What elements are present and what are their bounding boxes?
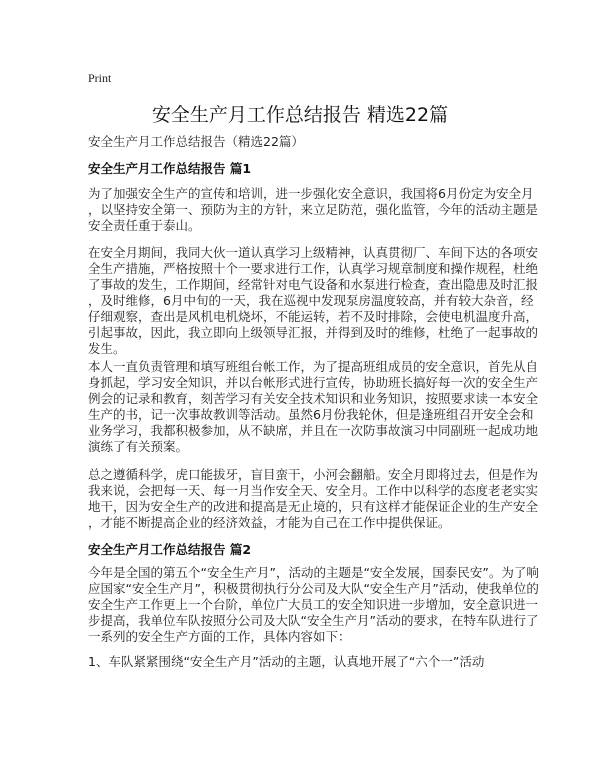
paragraph [88,245,538,357]
paragraph-line: ，以坚持安全第一、预防为主的方针，来立足防范，强化监管，今年的活动主题是 [88,202,539,217]
paragraph-line: 生产的书，记一次事故教训等活动。虽然6月份我轮休，但是逢班组召开安全会和 [88,407,534,422]
paragraph [88,359,538,455]
paragraph-line: 演练了有关预案。 [88,439,189,454]
paragraph-line: 地干，因为安全生产的改进和提高是无止境的，只有这样才能保证企业的生产安全 [88,499,539,514]
paragraph [88,186,538,234]
paragraph-line: 1、车队紧紧围绕“安全生产月”活动的主题，认真地开展了“六个一”活动 [88,654,485,669]
paragraph-line: 总之遵循科学，虎口能拔牙，盲目蛮干，小河会翻船。安全月即将过去，但是作为 [88,467,539,482]
paragraph-line: 我来说，会把每一天、每一月当作安全天、安全月。工作中以科学的态度老老实实 [88,483,539,498]
paragraph-line: 仔细观察，查出是风机电机烧坏，不能运转，若不及时排除，会使电机温度升高， [88,309,539,324]
paragraph-line: 今年是全国的第五个“安全生产月”，活动的主题是“安全发展，国泰民安”。为了响 [88,565,539,580]
document-subtitle: 安全生产月工作总结报告（精选22篇） [88,134,304,149]
list-item [88,654,484,670]
paragraph-line: 全生产措施，严格按照十个一要求进行工作，认真学习规章制度和操作规程，杜绝 [88,261,539,276]
paragraph-line: ，及时维修，6月中旬的一天，我在巡视中发现泵房温度较高，并有较大杂音，经 [88,293,534,308]
paragraph-line: 应国家“安全生产月”，积极贯彻执行分公司及大队“安全生产月”活动，使我单位的 [88,581,539,596]
paragraph-line: ，才能不断提高企业的经济效益，才能为自己在工作中提供保证。 [88,515,451,530]
paragraph [88,467,538,531]
paragraph-line: 身抓起，学习安全知识，并以台帐形式进行宣传，协助班长搞好每一次的安全生产 [88,375,539,390]
paragraph-line: 安全生产工作更上一个台阶，单位广大员工的安全知识进一步增加，安全意识进一 [88,597,539,612]
paragraph-line: 例会的记录和教育，刻苦学习有关安全技术知识和业务知识，按照要求读一本安全 [88,391,539,406]
paragraph-line: 业务学习，我都积极参加，从不缺席，并且在一次防事故演习中同副班一起成功地 [88,423,539,438]
paragraph-line: 本人一直负责管理和填写班组台帐工作，为了提高班组成员的安全意识，首先从自 [88,359,539,374]
paragraph-line: 在安全月期间，我同大伙一道认真学习上级精神，认真贯彻厂、车间下达的各项安 [88,245,539,260]
paragraph-line: 引起事故，因此，我立即向上级领导汇报，并得到及时的维修，杜绝了一起事故的 [88,325,539,340]
page-title: 安全生产月工作总结报告 精选22篇 [151,104,449,126]
paragraph-line: 为了加强安全生产的宣传和培训，进一步强化安全意识，我国将6月份定为安全月 [88,186,534,201]
print-link[interactable]: Print [88,71,112,85]
section-heading-2: 安全生产月工作总结报告 篇2 [88,542,252,557]
paragraph-line: 发生。 [88,341,126,356]
paragraph [88,565,539,645]
paragraph-line: 一系列的安全生产方面的工作，具体内容如下： [88,629,351,644]
paragraph-line: 安全责任重于泰山。 [88,218,201,233]
paragraph-line: 步提高，我单位车队按照分公司及大队“安全生产月”活动的要求，在特车队进行了 [88,613,539,628]
section-heading-1: 安全生产月工作总结报告 篇1 [88,161,252,176]
paragraph-line: 了事故的发生，工作期间，经常针对电气设备和水泵进行检查，查出隐患及时汇报 [88,277,539,292]
